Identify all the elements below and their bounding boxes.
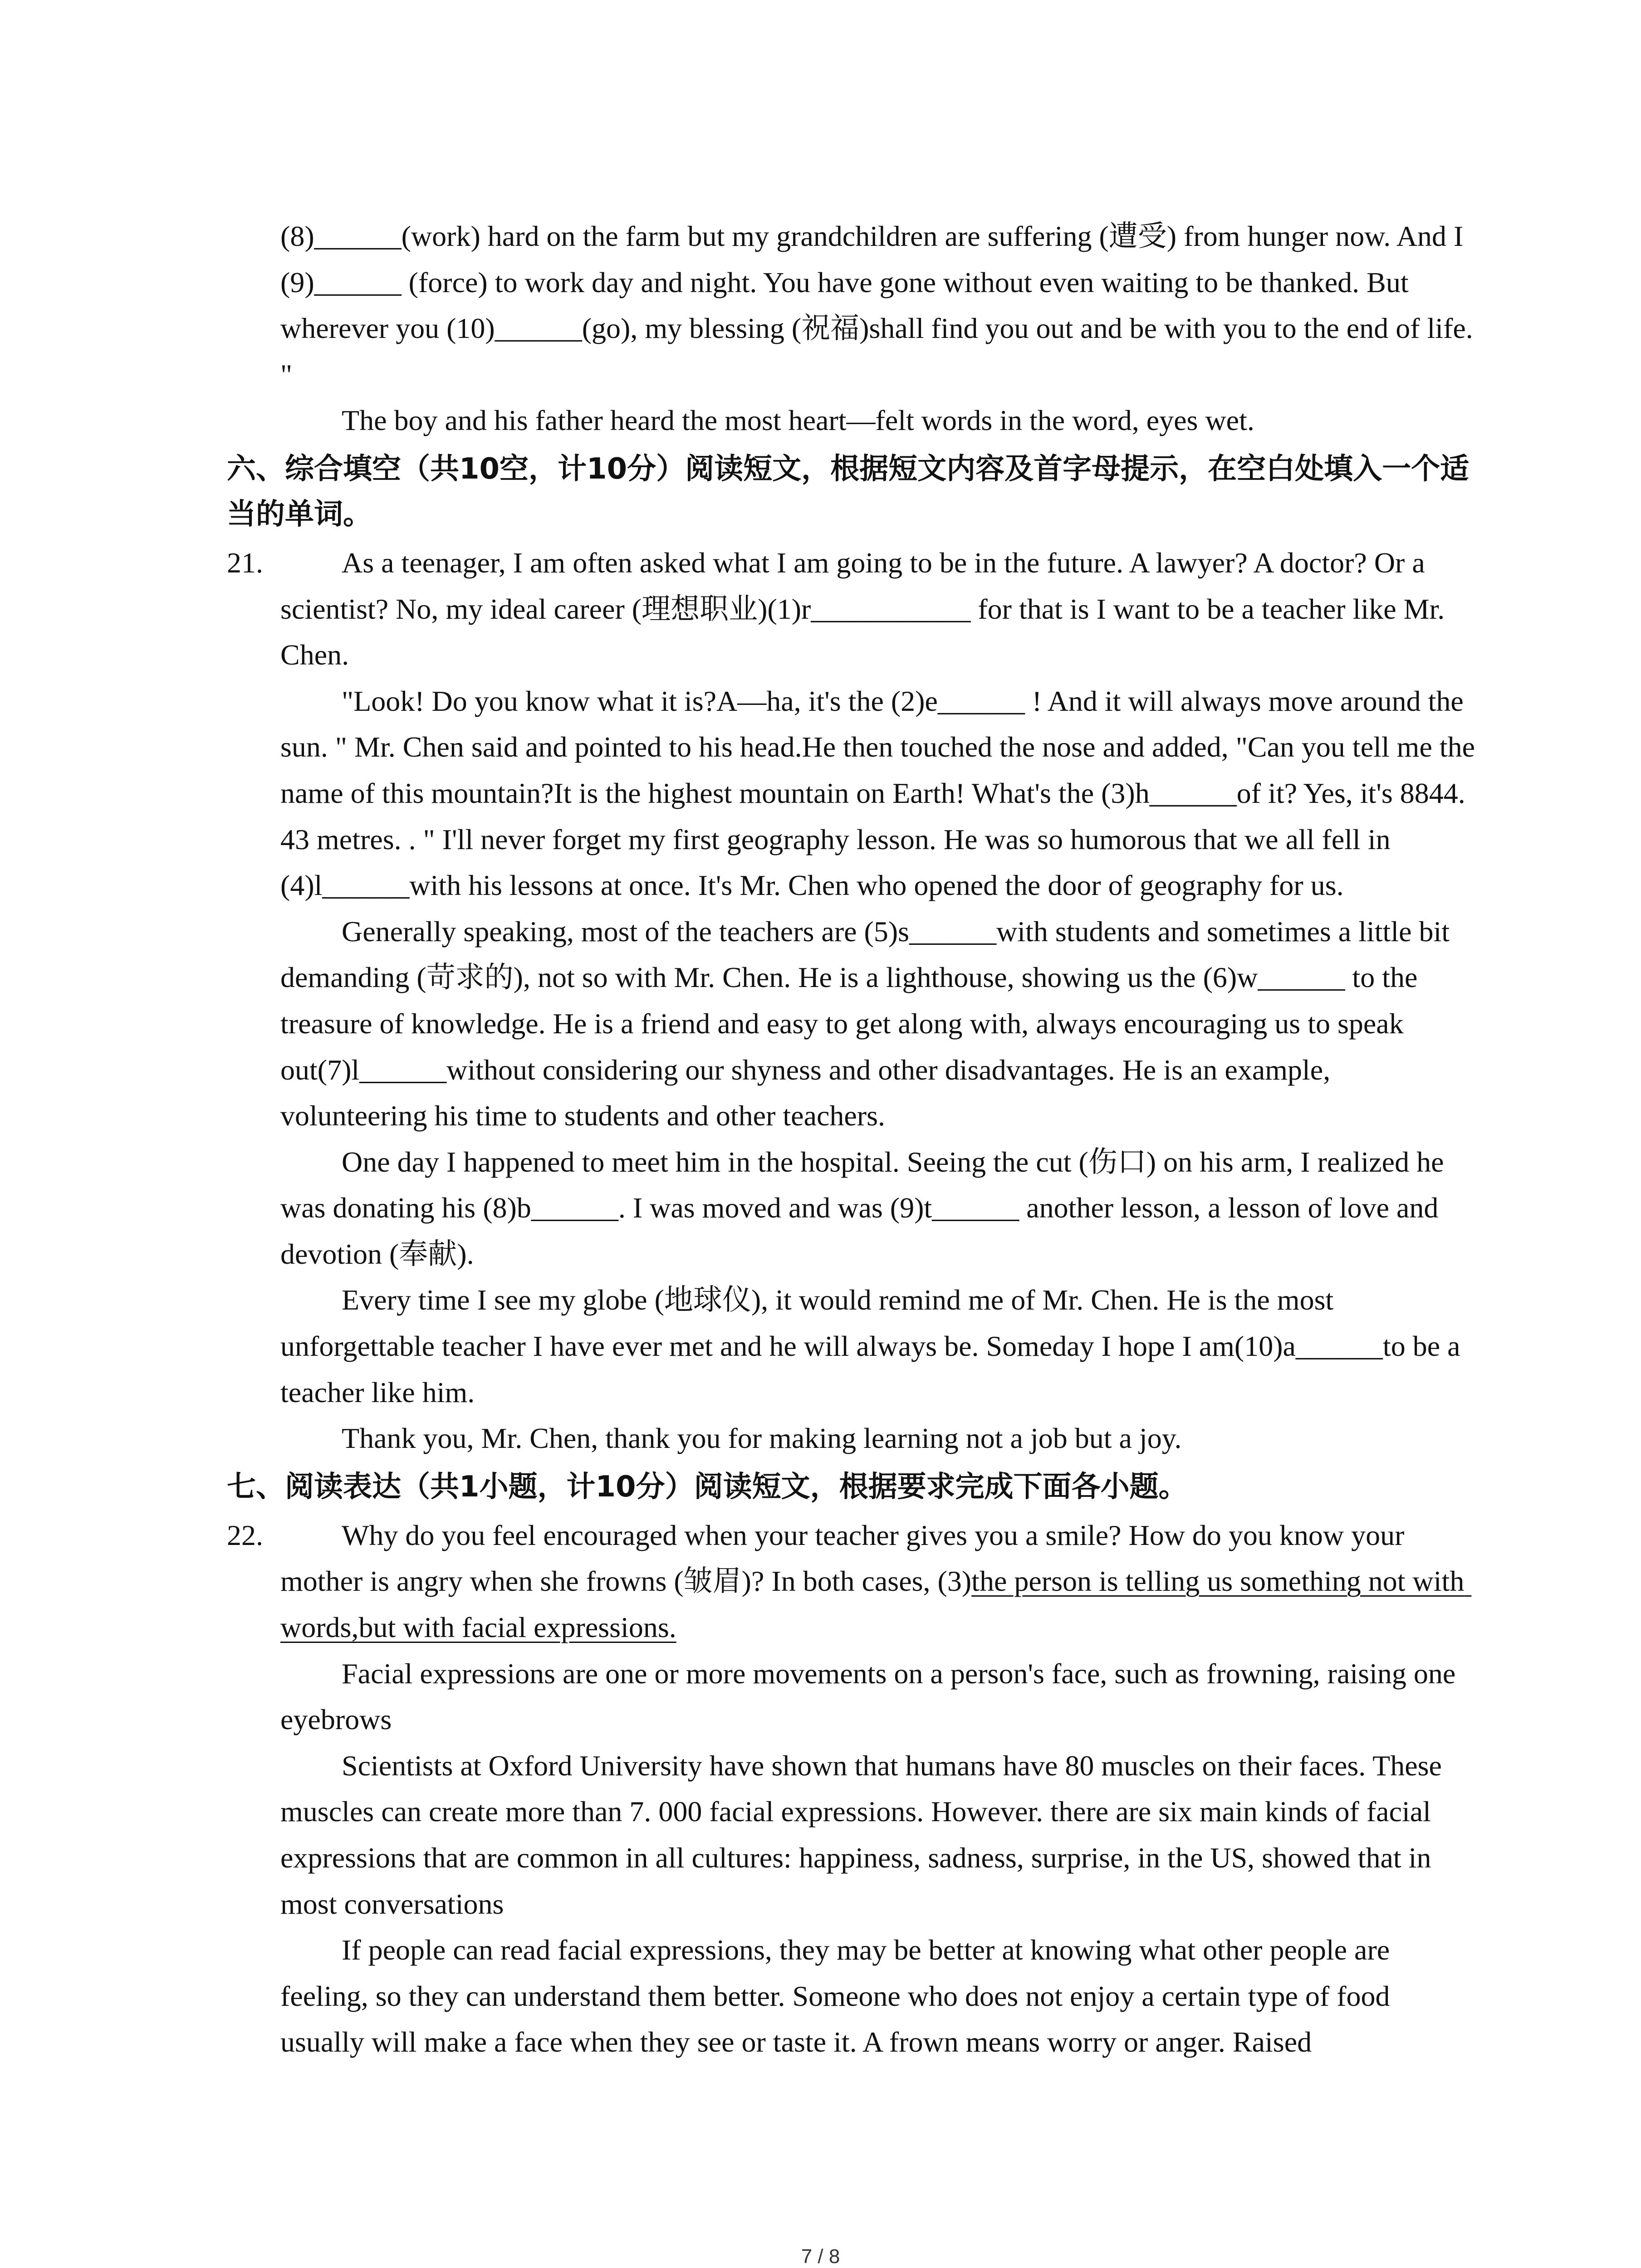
q21-paragraph-6: Thank you, Mr. Chen, thank you for making learning not a job but a joy.: [342, 1422, 1182, 1455]
q22-paragraph-2: Facial expressions are one or more movements on a person's face, such as frowning, raising one eyebrows: [280, 1657, 1463, 1736]
question-22-number: 22.: [227, 1519, 263, 1551]
q22-paragraph-1: [280, 1512, 1479, 1651]
section-7-heading: 七、阅读表达（共1小题，计10分）阅读短文，根据要求完成下面各小题。: [227, 1470, 1188, 1504]
page-number: 7 / 8: [801, 2245, 840, 2268]
q21-paragraph-2: "Look! Do you know what it is?A—ha, it's the (2)e______ ! And it will always move around the sun. " Mr. Chen said and pointed to his head.He then touched the nose and added, "Can you tell me the name of this mountain?It is the highest mountain on Earth! What's the (3)h______of it? Yes, it's 8844. 43 metres. . " I'll never forget my first geography lesson. He was so humorous that we all fell in (4)l______with his lessons at once. It's Mr. Chen who opened the door of geography for us.: [280, 684, 1483, 902]
page-content: [227, 213, 1483, 2065]
q21-paragraph-1: As a teenager, I am often asked what I am going to be in the future. A lawyer? A doctor? Or a scientist? No, my ideal career (理想职业)(1)r___________ for that is I want to be a teacher like Mr. Chen.: [280, 546, 1452, 671]
q21-paragraph-5: Every time I see my globe (地球仪), it would remind me of Mr. Chen. He is the most unforgettable teacher I have ever met and he will always be. Someday I hope I am(10)a______to be a teacher like him.: [280, 1284, 1468, 1408]
section-6-heading: 六、综合填空（共10空，计10分）阅读短文，根据短文内容及首字母提示，在空白处填入一个适当的单词。: [227, 452, 1470, 531]
q22-paragraph-3: Scientists at Oxford University have shown that humans have 80 muscles on their faces. These muscles can create more than 7. 000 facial expressions. However. there are six main kinds of facial expressions that are common in all cultures: happiness, sadness, surprise, in the US, showed that in most conversations: [280, 1749, 1449, 1920]
question-21: [227, 540, 1483, 1461]
q22-paragraph-4: If people can read facial expressions, they may be better at knowing what other people are feeling, so they can understand them better. Someone who does not enjoy a certain type of food usually will make a face when they see or taste it. A frown means worry or anger. Raised: [280, 1934, 1397, 2058]
q22-underlined-sentence: the person is telling us something not with words,but with facial expressions.: [280, 1565, 1472, 1644]
q22-paragraph-1-text: Why do you feel encouraged when your teacher gives you a smile? How do you know your mother is angry when she frowns (皱眉)? In both cases, (3): [280, 1519, 1412, 1598]
passage-end-paragraph: (8)______(work) hard on the farm but my grandchildren are suffering (遭受) from hunger now. And I (9)______ (force) to work day and night. You have gone without even waiting to be thanked. But wherever you (10)______(go), my blessing (祝福)shall find you out and be with you to the end of life. ": [280, 220, 1480, 391]
passage-closing-sentence: The boy and his father heard the most heart—felt words in the word, eyes wet.: [342, 404, 1254, 437]
q21-paragraph-4: One day I happened to meet him in the hospital. Seeing the cut (伤口) on his arm, I realized he was donating his (8)b______. I was moved and was (9)t______ another lesson, a lesson of love and devotion (奉献).: [280, 1145, 1451, 1270]
question-22: [227, 1512, 1479, 2065]
question-21-number: 21.: [227, 546, 263, 579]
q21-paragraph-3: Generally speaking, most of the teachers are (5)s______with students and sometimes a little bit demanding (苛求的), not so with Mr. Chen. He is a lighthouse, showing us the (6)w______ to the treasure of knowledge. He is a friend and easy to get along with, always encouraging us to speak out(7)l______without considering our shyness and other disadvantages. He is an example, volunteering his time to students and other teachers.: [280, 915, 1457, 1132]
